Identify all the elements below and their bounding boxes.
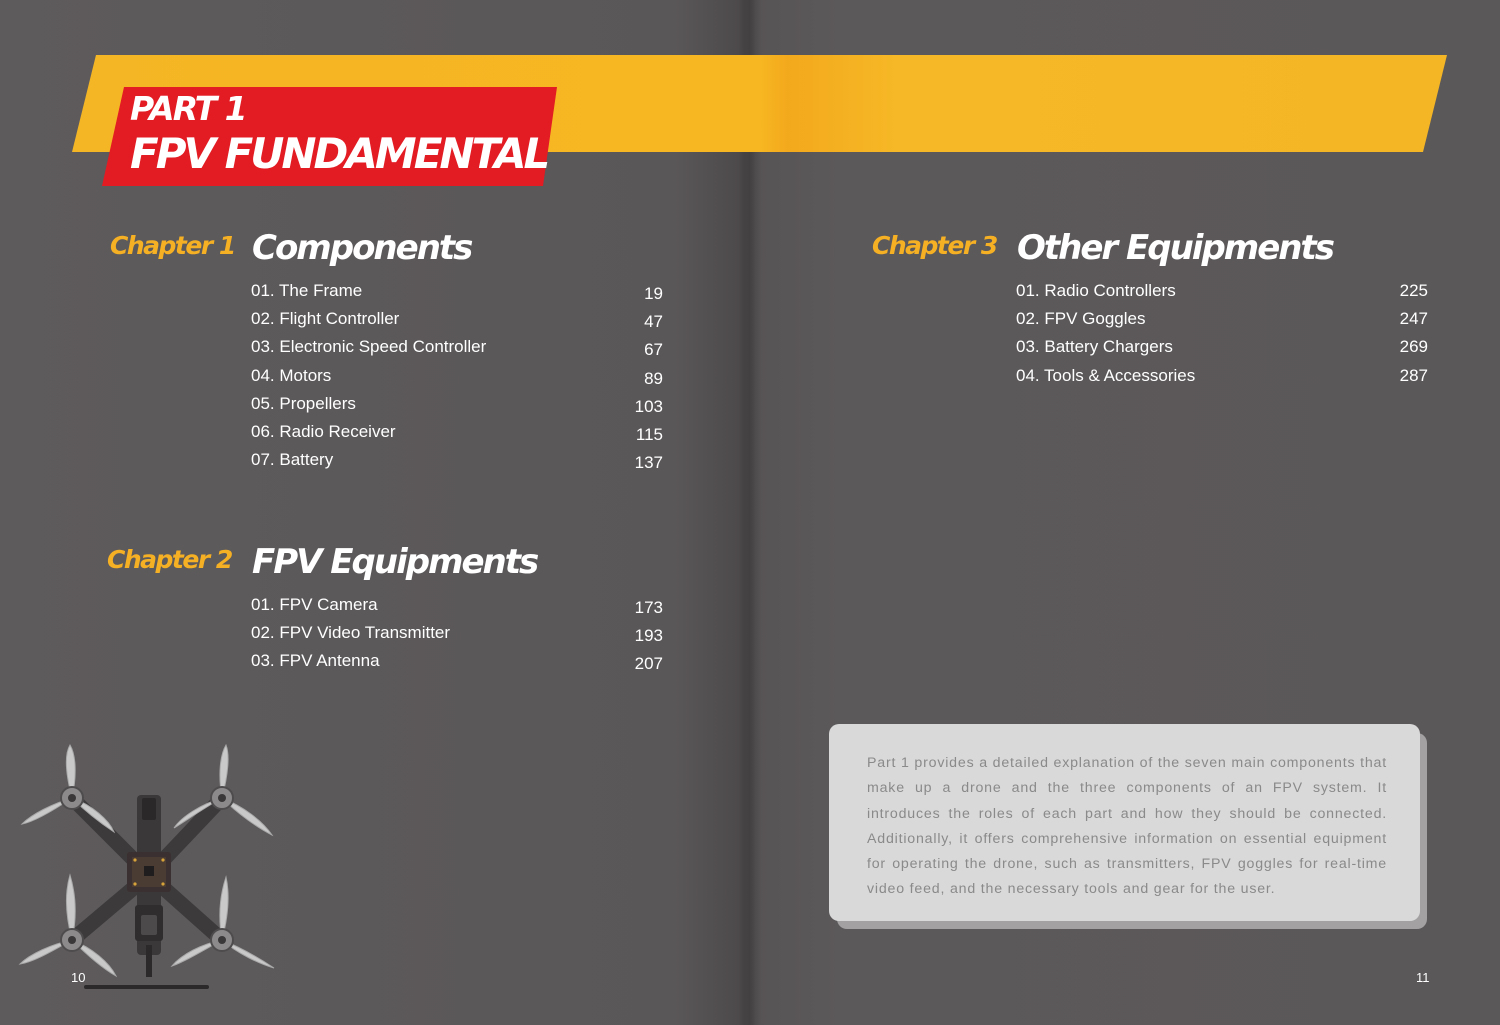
part-label: PART 1 bbox=[130, 89, 246, 128]
toc-entry[interactable] bbox=[251, 450, 663, 478]
toc-entry-page: 269 bbox=[1399, 337, 1428, 357]
chapter-2-label: Chapter 2 bbox=[107, 545, 232, 574]
toc-entry-page: 207 bbox=[634, 654, 663, 674]
toc-entry-page: 115 bbox=[635, 424, 663, 444]
chapter-3-toc bbox=[1016, 281, 1428, 394]
chapter-3-label: Chapter 3 bbox=[872, 231, 997, 260]
page-number-right: 11 bbox=[1416, 970, 1430, 985]
part-name: FPV FUNDAMENTAL bbox=[130, 129, 548, 178]
toc-entry[interactable] bbox=[251, 281, 663, 309]
toc-entry[interactable] bbox=[251, 337, 663, 365]
toc-entry-page: 225 bbox=[1399, 281, 1428, 300]
toc-entry[interactable] bbox=[251, 623, 663, 651]
toc-entry-title: 06. Radio Receiver bbox=[251, 421, 396, 441]
drone-illustration bbox=[14, 740, 284, 995]
toc-entry-page: 193 bbox=[634, 626, 663, 646]
toc-entry-page: 247 bbox=[1399, 309, 1428, 329]
toc-entry-page: 103 bbox=[634, 396, 663, 416]
toc-entry-title: 03. FPV Antenna bbox=[251, 651, 380, 671]
toc-entry-title: 02. Flight Controller bbox=[251, 309, 400, 329]
chapter-3-title: Other Equipments bbox=[1017, 228, 1333, 268]
chapter-1-toc bbox=[251, 281, 663, 478]
toc-entry-title: 04. Tools & Accessories bbox=[1016, 365, 1196, 385]
toc-entry-title: 01. The Frame bbox=[251, 281, 363, 300]
toc-entry-page: 47 bbox=[644, 312, 663, 332]
toc-entry[interactable] bbox=[1016, 337, 1428, 365]
toc-entry-title: 02. FPV Video Transmitter bbox=[251, 623, 451, 643]
toc-entry-page: 67 bbox=[644, 340, 663, 360]
toc-entry[interactable] bbox=[251, 651, 663, 679]
toc-entry[interactable] bbox=[251, 422, 663, 450]
toc-entry-page: 19 bbox=[644, 284, 663, 303]
toc-entry[interactable] bbox=[1016, 309, 1428, 337]
toc-entry-page: 89 bbox=[644, 368, 663, 388]
toc-entry-page: 137 bbox=[634, 453, 663, 473]
toc-entry-page: 173 bbox=[634, 598, 663, 617]
toc-entry[interactable] bbox=[251, 366, 663, 394]
book-gutter bbox=[738, 0, 762, 1025]
toc-entry[interactable] bbox=[1016, 281, 1428, 309]
chapter-1-label: Chapter 1 bbox=[110, 231, 235, 260]
chapter-2-title: FPV Equipments bbox=[252, 542, 538, 582]
toc-entry-title: 03. Electronic Speed Controller bbox=[251, 337, 487, 357]
toc-entry-title: 07. Battery bbox=[251, 450, 334, 470]
part-title bbox=[130, 89, 548, 178]
toc-entry-title: 05. Propellers bbox=[251, 393, 356, 413]
toc-entry[interactable] bbox=[1016, 366, 1428, 394]
toc-entry-title: 01. Radio Controllers bbox=[1016, 281, 1176, 300]
chapter-2-toc bbox=[251, 595, 663, 680]
toc-entry-page: 287 bbox=[1399, 365, 1428, 385]
summary-box bbox=[829, 724, 1420, 921]
page-number-left: 10 bbox=[71, 970, 86, 985]
toc-entry-title: 01. FPV Camera bbox=[251, 595, 378, 614]
toc-entry[interactable] bbox=[251, 394, 663, 422]
toc-entry-title: 02. FPV Goggles bbox=[1016, 309, 1146, 329]
toc-entry-title: 04. Motors bbox=[251, 365, 332, 385]
toc-entry[interactable] bbox=[251, 309, 663, 337]
toc-entry[interactable] bbox=[251, 595, 663, 623]
toc-entry-title: 03. Battery Chargers bbox=[1016, 337, 1173, 357]
chapter-1-title: Components bbox=[252, 228, 472, 268]
summary-text: Part 1 provides a detailed explanation of the seven main components that make up a drone and the three components of an FPV system. It introduces the roles of each part and how they should be connected. Additionally, it offers comprehensive information on essential equipment for operating the drone, such as transmitters, FPV goggles for real-time video feed, and the necessary tools and gear for the user. bbox=[867, 755, 1387, 898]
